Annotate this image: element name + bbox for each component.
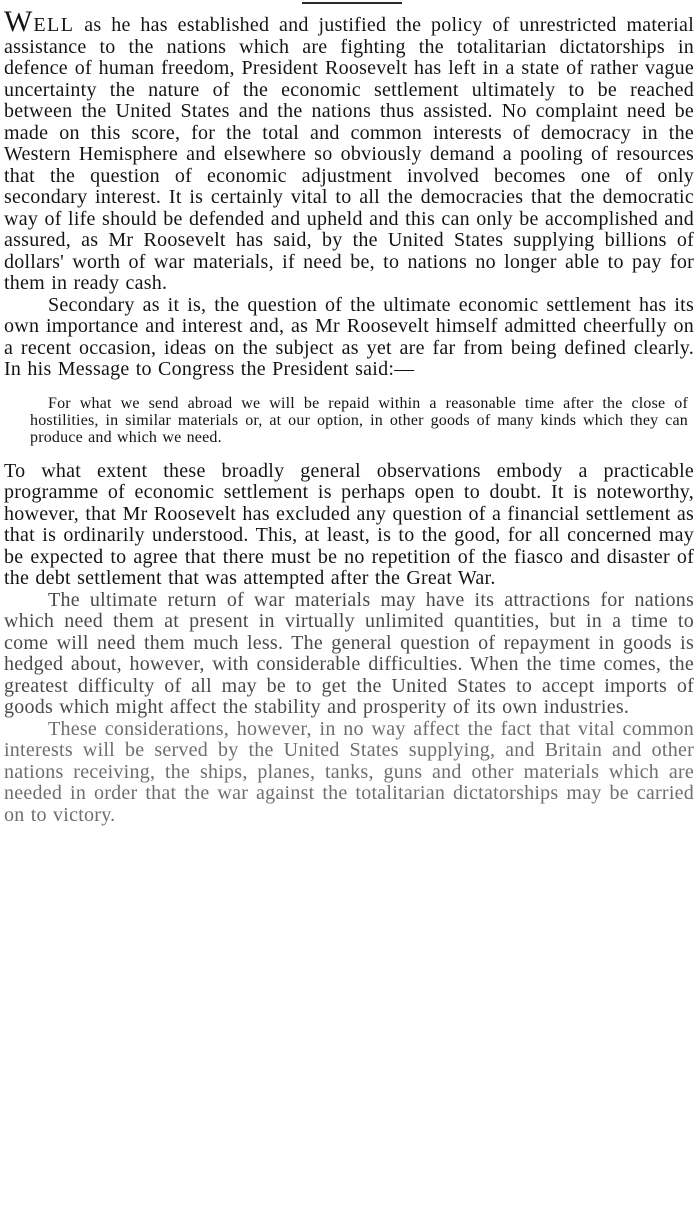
newspaper-column <box>4 0 694 1216</box>
column-top-rule <box>302 2 402 4</box>
paragraph-4: The ultimate return of war materials may have its attractions for nations which need them at present in virtually unlimited quantities, but in a time to come will need them much less. The general question of repayment in goods is hedged about, however, with considerable difficulties. When the time comes, the greatest difficulty of all may be to get the United States to accept imports of goods which might affect the stability and prosperity of its own industries. <box>4 588 694 718</box>
paragraph-3: To what extent these broadly general observations embody a practicable programme of economic settlement is perhaps open to doubt. It is noteworthy, however, that Mr Roosevelt has excluded any question of a financial settlement as that is ordinarily understood. This, at least, is to the good, for all concerned may be expected to agree that there must be no repetition of the fiasco and disaster of the debt settlement that was attempted after the Great War. <box>4 459 694 589</box>
article-body <box>4 5 694 826</box>
paragraph-1-text: as he has established and justified the policy of unrestricted material assistance to the nations which are fighting the totalitarian dictatorships in defence of human freedom, President Roosevelt has left in a state of rather vague uncertainty the nature of the economic settlement ultimately to be reached between the United States and the nations thus assisted. No complaint need be made on this score, for the total and common interests of democracy in the Western Hemisphere and elsewhere so obviously demand a pooling of resources that the question of economic adjustment involved becomes one of only secondary interest. It is certainly vital to all the democracies that the democratic way of life should be defended and upheld and this can only be accomplished and assured, as Mr Roosevelt has said, by the United States supplying billions of dollars' worth of war materials, if need be, to nations no longer able to pay for them in ready cash. <box>4 14 694 294</box>
paragraph-1 <box>4 5 694 295</box>
paragraph-2: Secondary as it is, the question of the ultimate economic settlement has its own importance and interest and, as Mr Roosevelt himself admitted cheerfully on a recent occasion, ideas on the subject as yet are far from being defined clearly. In his Message to Congress the President said:— <box>4 293 694 380</box>
block-quotation: For what we send abroad we will be repaid within a reasonable time after the close of hostilities, in similar materials or, at our option, in other goods of many kinds which they can produce and which we need. <box>30 394 688 446</box>
drop-letter: W <box>4 5 34 38</box>
lead-caps: ELL <box>33 14 75 36</box>
paragraph-5: These considerations, however, in no way affect the fact that vital common interests will be served by the United States supplying, and Britain and other nations receiving, the ships, planes, tanks, guns and other materials which are needed in order that the war against the totalitarian dictatorships may be carried on to victory. <box>4 717 694 826</box>
